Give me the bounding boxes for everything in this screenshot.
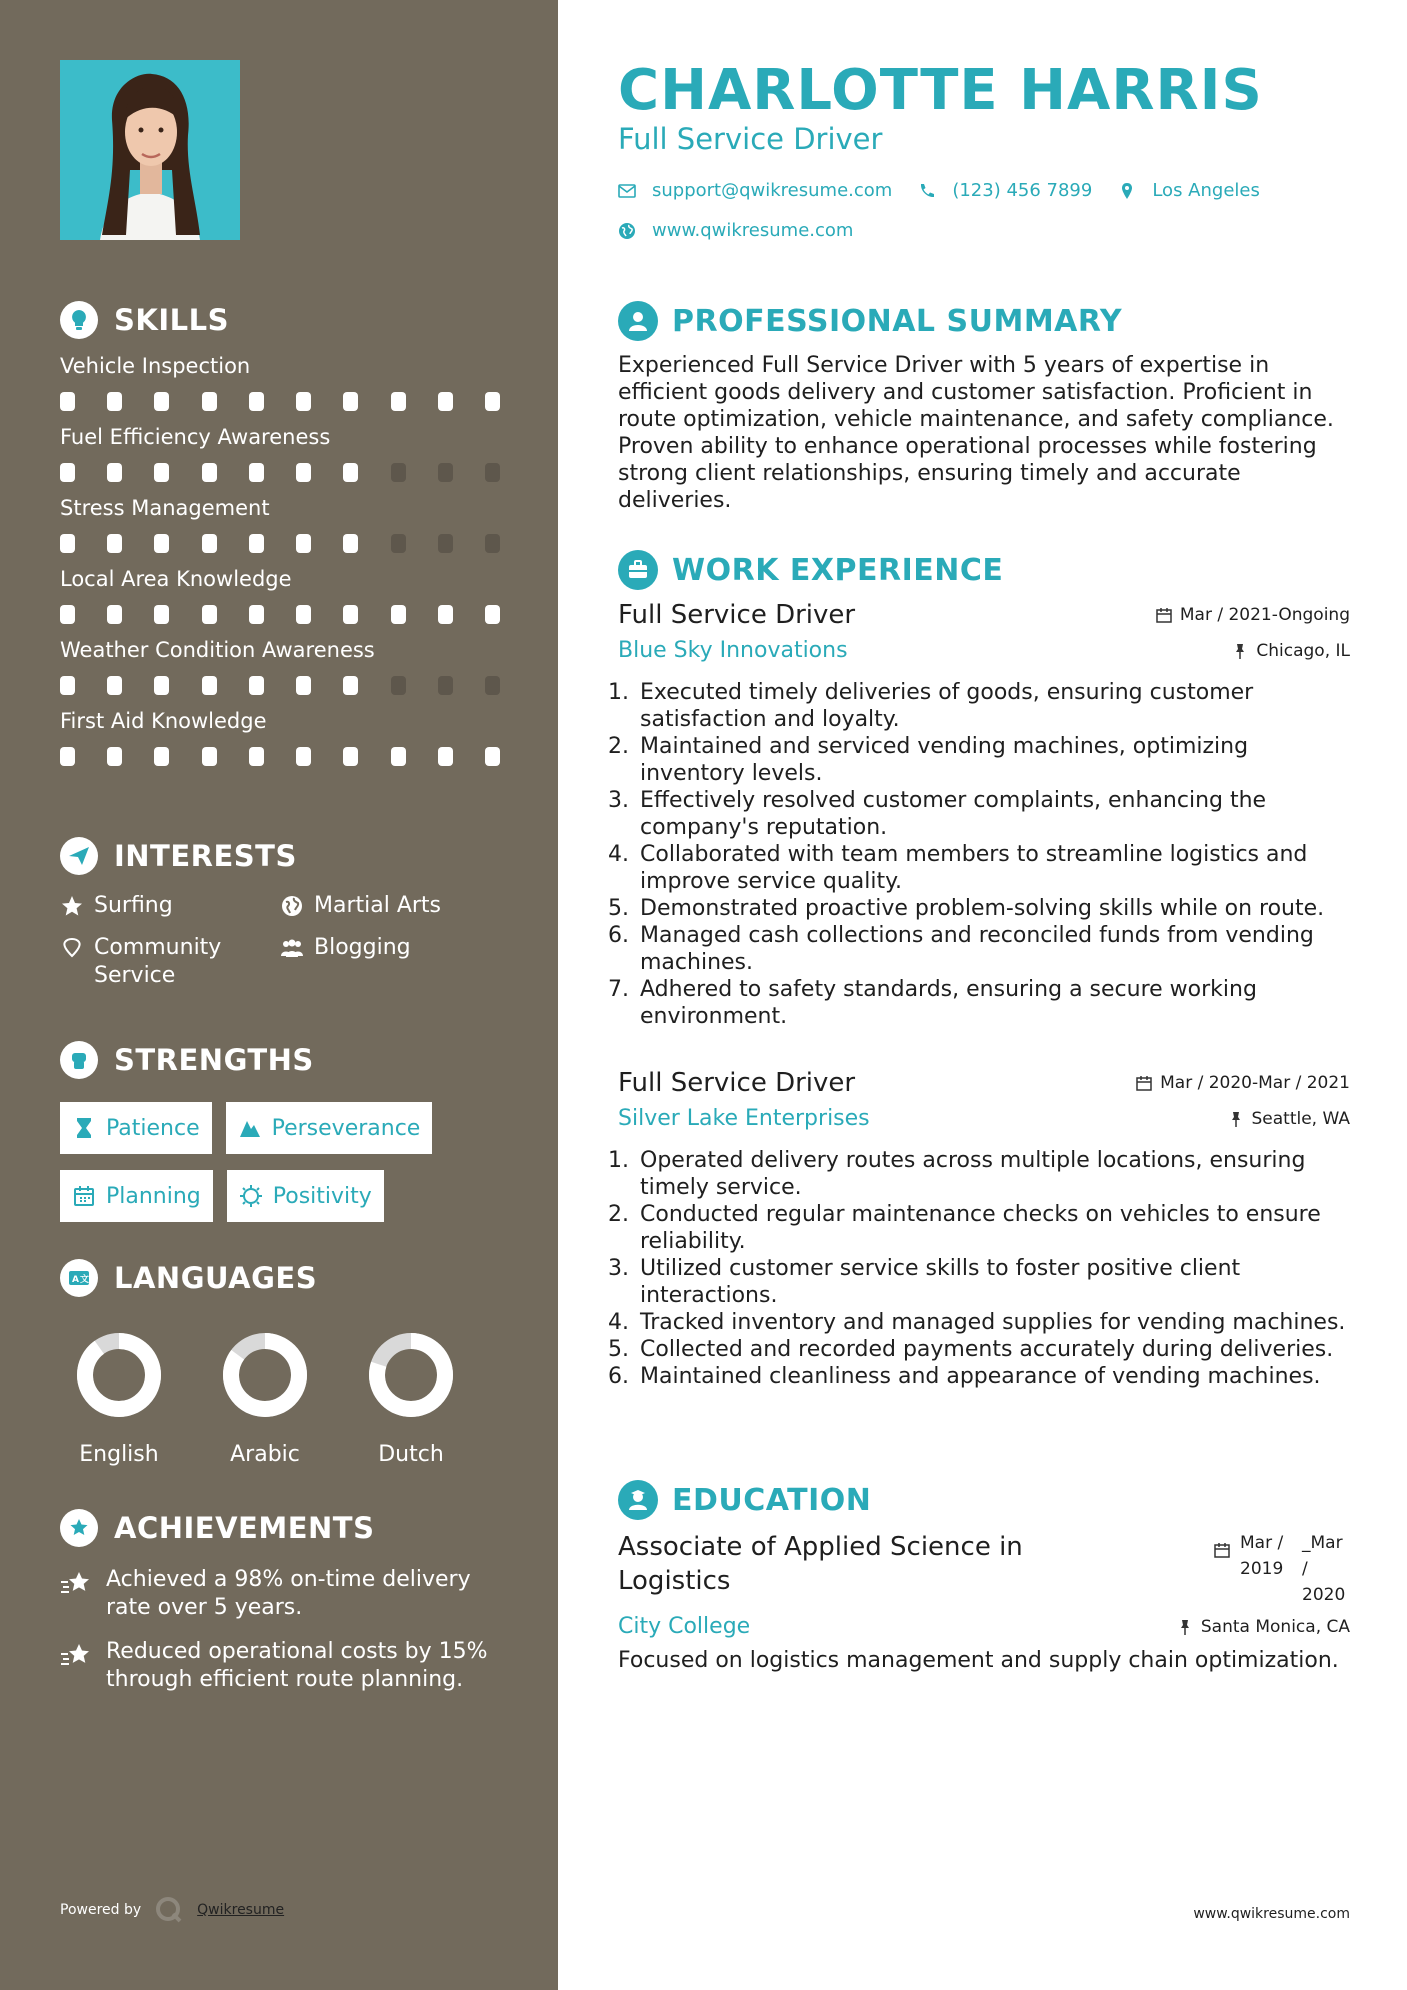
rating-dot (438, 392, 453, 411)
rating-dot (60, 605, 75, 624)
interest-item: Surfing (60, 892, 280, 920)
rating-dot (391, 605, 406, 624)
qwikresume-link[interactable]: Qwikresume (197, 1902, 285, 1918)
contact-row (618, 180, 1286, 201)
fist-icon (60, 1041, 98, 1079)
list-item: 2. Conducted regular maintenance checks on vehicles to ensure reliability. (636, 1201, 1350, 1255)
language-name: Dutch (378, 1442, 444, 1467)
rating-dot (391, 463, 406, 482)
rating-dot (202, 747, 217, 766)
language-name: Arabic (230, 1442, 300, 1467)
language-item (222, 1332, 308, 1467)
lightbulb-icon (60, 301, 98, 339)
list-item: 3. Utilized customer service skills to foster positive client interactions. (636, 1255, 1350, 1309)
skill-rating (60, 605, 500, 624)
language-item (76, 1332, 162, 1467)
rating-dot (296, 747, 311, 766)
rating-dot (60, 392, 75, 411)
rating-dot (60, 676, 75, 695)
pin-icon (1228, 1111, 1244, 1127)
skill-rating (60, 463, 500, 482)
candidate-name: CHARLOTTE HARRIS (618, 58, 1263, 123)
interests-section (60, 836, 500, 990)
rating-dot (154, 676, 169, 695)
calendar-icon (1214, 1542, 1230, 1558)
rating-dot (249, 605, 264, 624)
languages-list (60, 1332, 500, 1467)
contact-website[interactable]: www.qwikresume.com (618, 220, 853, 241)
interest-item: Community Service (60, 934, 280, 990)
rating-dot (485, 392, 500, 411)
summary-heading: PROFESSIONAL SUMMARY (618, 300, 1122, 342)
job-bullets (618, 679, 1350, 1030)
job-company: Silver Lake Enterprises (618, 1106, 870, 1131)
sidebar (0, 0, 558, 1990)
rating-dot (60, 463, 75, 482)
job-title: Full Service Driver (618, 600, 856, 630)
rating-dot (154, 534, 169, 553)
education-dates: Mar / 2019 _Mar / 2020 (1214, 1530, 1350, 1608)
list-item: 7. Adhered to safety standards, ensuring a secure working environment. (636, 976, 1350, 1030)
paper-plane-icon (60, 837, 98, 875)
list-item: 1. Operated delivery routes across multiple locations, ensuring timely service. (636, 1147, 1350, 1201)
rating-dot (107, 463, 122, 482)
language-icon (60, 1259, 98, 1297)
strength-chip: Planning (60, 1170, 213, 1222)
rating-dot (391, 392, 406, 411)
achievements-list (60, 1566, 500, 1694)
interest-item: Martial Arts (280, 892, 500, 920)
contact-row-website (618, 220, 879, 241)
skill-rating (60, 676, 500, 695)
globe-icon (280, 894, 304, 918)
job-dates: Mar / 2021-Ongoing (1156, 605, 1350, 625)
achievement-item: Reduced operational costs by 15% through efficient route planning. (60, 1638, 500, 1694)
interest-item: Blogging (280, 934, 500, 990)
svg-text:文: 文 (80, 1275, 90, 1285)
skill-item (60, 421, 500, 482)
shooting-star-icon (60, 1640, 92, 1670)
achievements-heading: ACHIEVEMENTS (60, 1508, 500, 1548)
rating-dot (438, 463, 453, 482)
graduate-icon (618, 1480, 658, 1520)
rating-dot (202, 392, 217, 411)
footer-url[interactable]: www.qwikresume.com (1193, 1906, 1350, 1922)
job-bullets (618, 1147, 1350, 1390)
rating-dot (391, 676, 406, 695)
degree-title: Associate of Applied Science in Logistics (618, 1532, 1023, 1596)
rating-dot (296, 463, 311, 482)
contact-phone[interactable]: (123) 456 7899 (918, 180, 1092, 201)
rating-dot (296, 534, 311, 553)
envelope-icon (618, 182, 636, 200)
list-item: 6. Managed cash collections and reconciled funds from vending machines. (636, 922, 1350, 976)
list-item: 5. Collected and recorded payments accurately during deliveries. (636, 1336, 1350, 1363)
job-entry (618, 1068, 1350, 1390)
star-icon (60, 894, 84, 918)
hourglass-icon (72, 1116, 96, 1140)
profile-photo (60, 60, 240, 240)
trophy-star-icon (60, 1509, 98, 1547)
skills-list (60, 350, 500, 766)
list-item: 3. Effectively resolved customer complaints, enhancing the company's reputation. (636, 787, 1350, 841)
rating-dot (391, 534, 406, 553)
map-pin-icon (1118, 182, 1136, 200)
interests-list (60, 892, 500, 990)
sun-icon (239, 1184, 263, 1208)
calendar-icon (1136, 1075, 1152, 1091)
rating-dot (438, 747, 453, 766)
briefcase-icon (618, 550, 658, 590)
rating-dot (438, 534, 453, 553)
calendar-icon (72, 1184, 96, 1208)
rating-dot (107, 392, 122, 411)
education-entry (618, 1530, 1350, 1674)
achievement-item: Achieved a 98% on-time delivery rate over 5 years. (60, 1566, 500, 1622)
list-item: 5. Demonstrated proactive problem-solving skills while on route. (636, 895, 1350, 922)
job-location: Chicago, IL (1232, 641, 1350, 661)
language-level-ring (222, 1332, 308, 1418)
rating-dot (249, 747, 264, 766)
candidate-role: Full Service Driver (618, 122, 883, 156)
list-item: 2. Maintained and serviced vending machines, optimizing inventory levels. (636, 733, 1350, 787)
rating-dot (154, 463, 169, 482)
rating-dot (202, 676, 217, 695)
rating-dot (485, 605, 500, 624)
qwikresume-logo-icon (155, 1896, 183, 1924)
education-description: Focused on logistics management and supply chain optimization. (618, 1648, 1339, 1673)
experience-heading: WORK EXPERIENCE (618, 549, 1003, 591)
rating-dot (249, 392, 264, 411)
skill-name: First Aid Knowledge (60, 709, 267, 733)
strengths-heading: STRENGTHS (60, 1040, 500, 1080)
contact-email[interactable]: support@qwikresume.com (618, 180, 892, 201)
rating-dot (438, 605, 453, 624)
skill-item (60, 350, 500, 411)
skills-section (60, 300, 500, 776)
rating-dot (107, 676, 122, 695)
ribbon-icon (60, 936, 84, 960)
rating-dot (343, 392, 358, 411)
job-entry (618, 600, 1350, 1030)
user-icon (618, 301, 658, 341)
rating-dot (296, 605, 311, 624)
job-company: Blue Sky Innovations (618, 638, 848, 663)
language-level-ring (76, 1332, 162, 1418)
shooting-star-icon (60, 1568, 92, 1598)
rating-dot (154, 605, 169, 624)
skill-item (60, 492, 500, 553)
skills-heading: SKILLS (60, 300, 500, 340)
skill-name: Stress Management (60, 496, 270, 520)
skill-name: Local Area Knowledge (60, 567, 292, 591)
strength-chip: Patience (60, 1102, 212, 1154)
skill-rating (60, 747, 500, 766)
globe-icon (618, 222, 636, 240)
language-level-arc (85, 1341, 153, 1409)
rating-dot (343, 676, 358, 695)
rating-dot (107, 747, 122, 766)
rating-dot (485, 747, 500, 766)
rating-dot (154, 747, 169, 766)
svg-text:A: A (72, 1275, 79, 1285)
rating-dot (296, 676, 311, 695)
list-item: 4. Collaborated with team members to streamline logistics and improve service quality. (636, 841, 1350, 895)
rating-dot (296, 392, 311, 411)
users-icon (280, 936, 304, 960)
education-heading: EDUCATION (618, 1479, 871, 1521)
rating-dot (60, 534, 75, 553)
rating-dot (343, 605, 358, 624)
skill-name: Weather Condition Awareness (60, 638, 375, 662)
skill-rating (60, 392, 500, 411)
skill-item (60, 634, 500, 695)
strength-chip: Perseverance (226, 1102, 433, 1154)
rating-dot (438, 676, 453, 695)
list-item: 1. Executed timely deliveries of goods, ensuring customer satisfaction and loyalty. (636, 679, 1350, 733)
language-level-ring (368, 1332, 454, 1418)
rating-dot (202, 605, 217, 624)
rating-dot (202, 463, 217, 482)
job-location: Seattle, WA (1228, 1109, 1351, 1129)
skill-item (60, 563, 500, 624)
rating-dot (343, 747, 358, 766)
list-item: 4. Tracked inventory and managed supplies for vending machines. (636, 1309, 1350, 1336)
school-name: City College (618, 1614, 751, 1639)
rating-dot (249, 534, 264, 553)
skill-name: Vehicle Inspection (60, 354, 251, 378)
strength-chip: Positivity (227, 1170, 384, 1222)
pin-icon (1177, 1619, 1193, 1635)
rating-dot (154, 392, 169, 411)
language-item (368, 1332, 454, 1467)
rating-dot (343, 463, 358, 482)
rating-dot (249, 676, 264, 695)
list-item: 6. Maintained cleanliness and appearance of vending machines. (636, 1363, 1350, 1390)
strengths-section (60, 1040, 500, 1222)
job-title: Full Service Driver (618, 1068, 856, 1098)
rating-dot (107, 534, 122, 553)
skill-name: Fuel Efficiency Awareness (60, 425, 331, 449)
strengths-list (60, 1102, 500, 1222)
skill-rating (60, 534, 500, 553)
rating-dot (202, 534, 217, 553)
rating-dot (107, 605, 122, 624)
language-name: English (79, 1442, 159, 1467)
rating-dot (391, 747, 406, 766)
contact-location: Los Angeles (1118, 180, 1260, 201)
languages-heading: A 文 LANGUAGES (60, 1258, 500, 1298)
rating-dot (485, 534, 500, 553)
job-dates: Mar / 2020-Mar / 2021 (1136, 1073, 1350, 1093)
skill-item (60, 705, 500, 766)
mountain-icon (238, 1116, 262, 1140)
rating-dot (60, 747, 75, 766)
summary-text: Experienced Full Service Driver with 5 years of expertise in efficient goods delivery and customer satisfaction. Proficient in route optimization, vehicle maintenance, and safety compliance. Proven ability to enhance operational processes while fostering strong client relationships, ensuring timely and accurate deliveries. (618, 353, 1334, 513)
languages-section (60, 1258, 500, 1467)
calendar-icon (1156, 607, 1172, 623)
rating-dot (249, 463, 264, 482)
powered-by: Powered by Qwikresume (60, 1896, 284, 1924)
interests-heading: INTERESTS (60, 836, 500, 876)
pin-icon (1232, 643, 1248, 659)
rating-dot (343, 534, 358, 553)
rating-dot (485, 463, 500, 482)
achievements-section (60, 1508, 500, 1710)
rating-dot (485, 676, 500, 695)
phone-icon (918, 182, 936, 200)
school-location: Santa Monica, CA (1177, 1617, 1350, 1637)
